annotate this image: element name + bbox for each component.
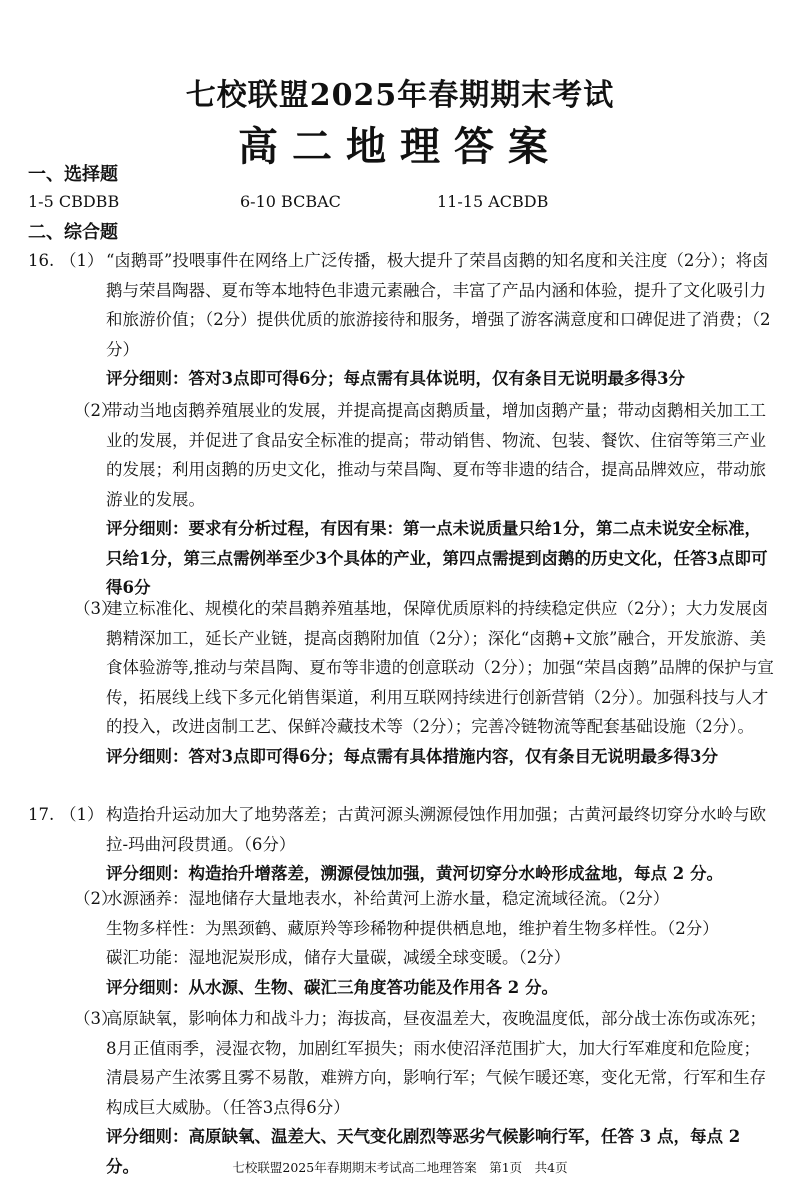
q16-part3-label: （3）: [74, 599, 118, 618]
q16-part2: [106, 396, 774, 603]
q17-part1: [106, 800, 774, 889]
q16-part1: [106, 246, 774, 394]
q17-part3-answer: 高原缺氧，影响体力和战斗力；海拔高，昼夜温差大，夜晚温度低，部分战士冻伤或冻死；8月正值雨季，浸湿衣物，加剧红军损失；雨水使沼泽范围扩大，加大行军难度和危险度；清晨易产生浓雾且雾不易散，难辨方向，影响行军；气候乍暖还寒，变化无常，行军和生存构成巨大威胁。（任答3点得6分）: [106, 1009, 766, 1117]
section-heading-choice: 一、选择题: [28, 164, 118, 185]
q16-part2-label: （2）: [74, 401, 118, 420]
q17-part1-label: （1）: [60, 805, 104, 824]
subject-title: 高二地理答案: [238, 123, 562, 170]
q16-part3-scoring-rule: 评分细则：答对3点即可得6分；每点需有具体措施内容，仅有条目无说明最多得3分: [106, 746, 718, 766]
page-footer: 七校联盟2025年春期期末考试高二地理答案 第1页 共4页: [232, 1160, 568, 1175]
q17-part3-scoring-rule: 评分细则：高原缺氧、温差大、天气变化剧烈等恶劣气候影响行军，任答 3 点，每点 2 分。: [106, 1127, 741, 1176]
q17-part1-answer: 构造抬升运动加大了地势落差；古黄河源头溯源侵蚀作用加强；古黄河最终切穿分水岭与欧拉-玛曲河段贯通。（6分）: [106, 805, 766, 854]
q16-part3: [106, 594, 774, 771]
q16-part2-scoring-rule: 评分细则：要求有分析过程，有因有果：第一点未说质量只给1分，第二点未说安全标准，只给1分，第三点需例举至少3个具体的产业，第四点需提到卤鹅的历史文化，任答3点即可得6分: [106, 519, 768, 597]
q16-part1-scoring-rule: 评分细则：答对3点即可得6分；每点需有具体说明，仅有条目无说明最多得3分: [106, 369, 685, 388]
exam-title: 七校联盟2025年春期期末考试: [185, 78, 615, 113]
q17-part3: [106, 1004, 774, 1181]
q17-part2-scoring-rule: 评分细则：从水源、生物、碳汇三角度答功能及作用各 2 分。: [106, 977, 558, 997]
question-number-16: 16.: [28, 251, 55, 270]
question-number-17: 17.: [28, 805, 55, 824]
q17-part1-scoring-rule: 评分细则：构造抬升增落差，溯源侵蚀加强，黄河切穿分水岭形成盆地，每点 2 分。: [106, 864, 723, 883]
q16-part1-label: （1）: [60, 251, 104, 270]
q17-part2: [106, 884, 774, 1002]
q17-part2-label: （2）: [74, 889, 118, 908]
q16-part2-answer: 带动当地卤鹅养殖展业的发展，并提高提高卤鹅质量，增加卤鹅产量；带动卤鹅相关加工工业的发展，并促进了食品安全标准的提高；带动销售、物流、包装、餐饮、住宿等第三产业的发展；利用卤鹅的历史文化，推动与荣昌陶、夏布等非遗的结合，提高品牌效应，带动旅游业的发展。: [106, 401, 766, 509]
q16-part3-answer: 建立标准化、规模化的荣昌鹅养殖基地，保障优质原料的持续稳定供应（2分）；大力发展卤鹅精深加工，延长产业链，提高卤鹅附加值（2分）；深化“卤鹅+文旅”融合，开发旅游、美食体验游等,推动与荣昌陶、夏布等非遗的创意联动（2分）；加强“荣昌卤鹅”品牌的保护与宣传，拓展线上线下多元化销售渠道，利用互联网持续进行创新营销（2分）。加强科技与人才的投入，改进卤制工艺、保鲜冷藏技术等（2分）；完善冷链物流等配套基础设施（2分）。: [106, 599, 774, 736]
q17-part2-line-water: 水源涵养：湿地储存大量地表水，补给黄河上游水量，稳定流域径流。（2分）: [106, 889, 670, 908]
q17-part3-label: （3）: [74, 1009, 118, 1028]
q17-part2-line-biodiversity: 生物多样性：为黑颈鹤、藏原羚等珍稀物种提供栖息地，维护着生物多样性。（2分）: [106, 918, 719, 938]
mcq-answers-11-15: 11-15 ACBDB: [437, 192, 549, 211]
q17-part2-line-carbon: 碳汇功能：湿地泥炭形成，储存大量碳，减缓全球变暖。（2分）: [106, 948, 571, 967]
q16-part1-answer: “卤鹅哥”投喂事件在网络上广泛传播，极大提升了荣昌卤鹅的知名度和关注度（2分）；将卤鹅与荣昌陶器、夏布等本地特色非遗元素融合，丰富了产品内涵和体验，提升了文化吸引力和旅游价值；（2分）提供优质的旅游接待和服务，增强了游客满意度和口碑促进了消费；（2分）: [106, 251, 771, 359]
mcq-answers-6-10: 6-10 BCBAC: [240, 192, 341, 211]
section-heading-comprehensive: 二、综合题: [28, 222, 118, 243]
mcq-answers-1-5: 1-5 CBDBB: [28, 192, 120, 211]
